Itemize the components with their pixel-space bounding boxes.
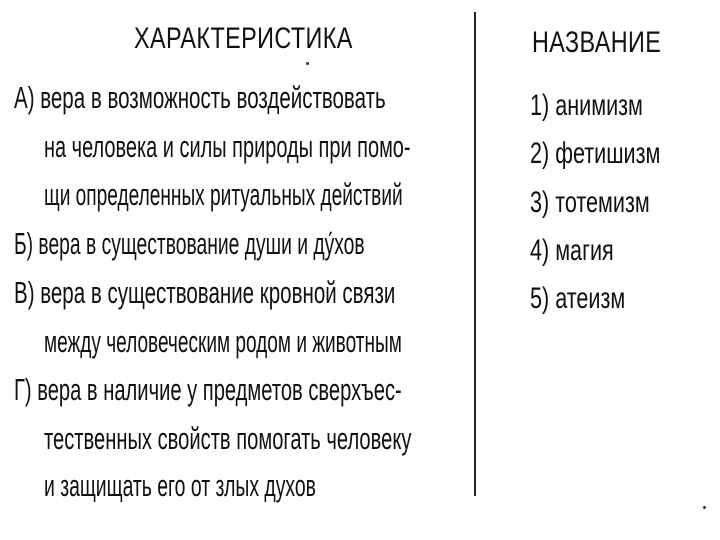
characteristic-v-line-1: В) вера в существование кровной связи [14,275,396,310]
name-column-header: НАЗВАНИЕ [532,26,662,59]
name-option-5: 5) атеизм [530,282,626,315]
characteristic-a-line-3: щи определенных ритуальных действий [44,177,403,212]
characteristic-g-line-1: Г) вера в наличие у предметов сверхъес- [14,372,402,407]
print-speck [703,506,706,509]
name-option-3: 3) тотемизм [530,186,650,219]
characteristic-g-line-3: и защищать его от злых духов [44,468,316,503]
characteristic-a-line-2: на человека и силы природы при помо- [44,129,411,164]
characteristic-a-line-1: А) вера в возможность воздействовать [14,80,386,115]
name-option-1: 1) анимизм [530,89,643,122]
characteristic-g-line-2: тественных свойств помогать человеку [44,421,412,456]
name-option-4: 4) магия [530,234,614,267]
characteristic-b-line-1: Б) вера в существование души и ду́хов [14,226,365,261]
name-option-2: 2) фетишизм [530,137,661,170]
characteristic-column-header: ХАРАКТЕРИСТИКА [134,22,353,55]
characteristic-v-line-2: между человеческим родом и животным [44,324,402,359]
print-speck [306,62,309,65]
column-divider [474,12,476,496]
